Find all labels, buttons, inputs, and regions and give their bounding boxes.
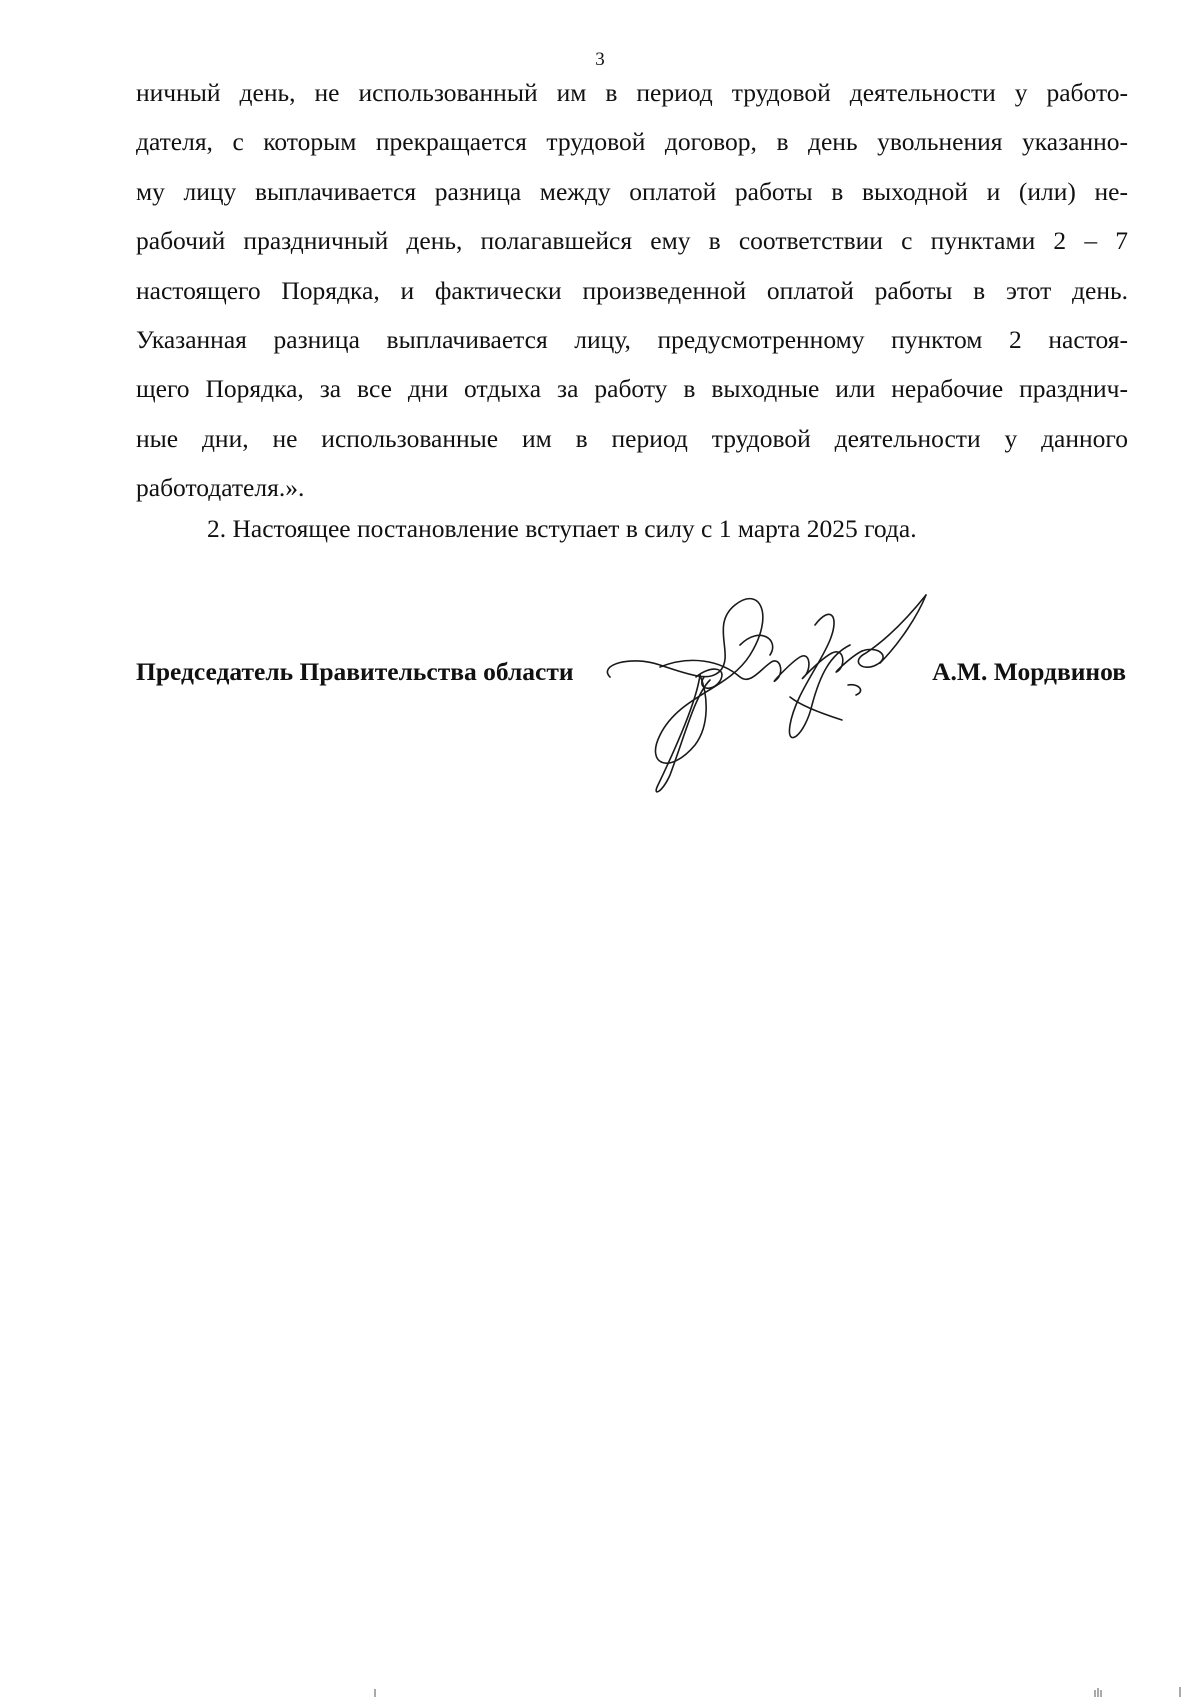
text-line: му лицу выплачивается разница между оплатой работы в выходной и (или) не- [136,176,1128,206]
scan-edge-marks [0,1685,1200,1697]
signatory-title: Председатель Правительства области [136,657,574,686]
text-line: щего Порядка, за все дни отдыха за работу в выходные или нерабочие празднич- [136,374,1128,404]
effective-date-paragraph: 2. Настоящее постановление вступает в силу с 1 марта 2025 года. [207,514,917,543]
text-line: ничный день, не использованный им в период трудовой деятельности у работо- [136,78,1128,107]
page-number: 3 [595,49,605,70]
text-line: Указанная разница выплачивается лицу, предусмотренному пунктом 2 настоя- [136,324,1128,354]
text-line: ные дни, не использованные им в период трудовой деятельности у данного [136,423,1128,453]
text-line: рабочий праздничный день, полагавшейся ему в соответствии с пунктами 2 – 7 [136,226,1128,256]
handwritten-signature [600,585,940,795]
paragraph-continuation [136,68,1128,513]
text-line: настоящего Порядка, и фактически произведенной оплатой работы в этот день. [136,275,1128,305]
text-line: работодателя.». [136,473,305,503]
text-line: дателя, с которым прекращается трудовой договор, в день увольнения указанно- [136,127,1128,157]
signatory-name: А.М. Мордвинов [932,657,1126,686]
